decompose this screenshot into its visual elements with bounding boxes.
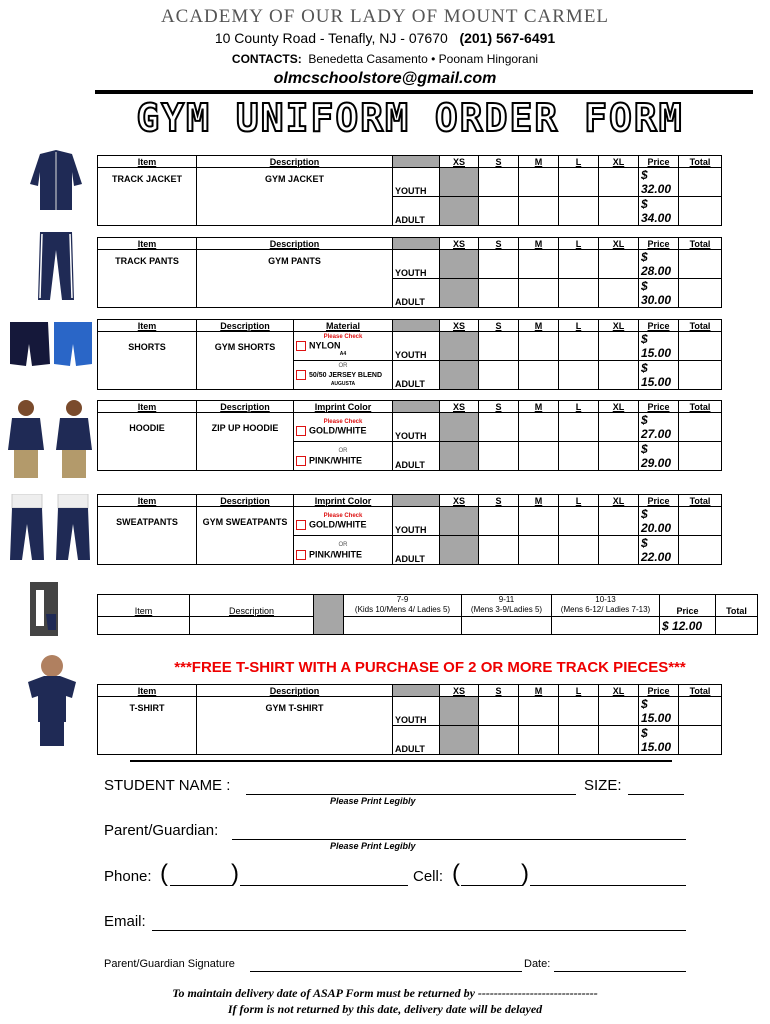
qty-youth-s[interactable]	[479, 250, 519, 279]
jacket-table	[97, 155, 758, 226]
item-description: ZIP UP HOODIE	[197, 413, 294, 471]
col-total: Total	[679, 401, 722, 413]
item-description: GYM JACKET	[197, 168, 393, 226]
col-item: Item	[98, 156, 197, 168]
qty-youth-xl[interactable]	[599, 697, 639, 726]
col-total: Total	[679, 495, 722, 507]
youth-price: $ 15.00	[639, 697, 679, 726]
qty-youth-xs[interactable]	[440, 697, 479, 726]
col-m: M	[519, 685, 559, 697]
col-xs: XS	[440, 401, 479, 413]
adult-total[interactable]	[679, 726, 722, 755]
print-legibly-hint: Please Print Legibly	[330, 796, 416, 806]
youth-total[interactable]	[679, 697, 722, 726]
size-label: SIZE:	[584, 777, 622, 794]
qty-adult-xl[interactable]	[599, 726, 639, 755]
col-description: Description	[197, 685, 393, 697]
imprint-option-1	[294, 413, 393, 442]
parent-field[interactable]	[232, 822, 686, 840]
phone-paren-open: (	[160, 860, 168, 887]
cell-area-code-field[interactable]	[461, 866, 523, 886]
header-rule	[95, 90, 753, 94]
qty-youth-xs[interactable]	[440, 413, 479, 442]
col-imprint: Imprint Color	[294, 495, 393, 507]
nylon-checkbox[interactable]	[296, 341, 306, 351]
col-description: Description	[197, 401, 294, 413]
pink-white-checkbox[interactable]	[296, 550, 306, 560]
adult-label: ADULT	[393, 197, 440, 226]
col-blank	[393, 156, 440, 168]
youth-total[interactable]	[679, 168, 722, 197]
col-item: Item	[98, 320, 197, 332]
material-option-2	[294, 361, 393, 390]
qty-adult-s[interactable]	[479, 197, 519, 226]
col-xl: XL	[599, 495, 639, 507]
jersey-checkbox[interactable]	[296, 370, 306, 380]
qty-adult-xs[interactable]	[440, 279, 479, 308]
col-price: Price	[639, 156, 679, 168]
socks-table	[97, 594, 758, 635]
adult-price: $ 15.00	[639, 726, 679, 755]
qty-youth-l[interactable]	[559, 697, 599, 726]
col-price: Price	[639, 685, 679, 697]
col-blank	[393, 320, 440, 332]
item-name: HOODIE	[98, 413, 197, 471]
col-description: Description	[197, 320, 294, 332]
sweatpants-image	[8, 494, 92, 566]
item-name: TRACK PANTS	[98, 250, 197, 308]
qty-youth-xl[interactable]	[599, 413, 639, 442]
col-price: Price	[660, 595, 716, 617]
or-text: OR	[338, 541, 348, 548]
qty-adult-l[interactable]	[559, 361, 599, 390]
opt2-label: PINK/WHITE	[309, 454, 362, 465]
col-blank	[393, 495, 440, 507]
socks-total[interactable]	[716, 617, 758, 635]
qty-adult-xl[interactable]	[599, 197, 639, 226]
col-total: Total	[679, 156, 722, 168]
col-item: Item	[98, 495, 197, 507]
col-description: Description	[190, 595, 314, 617]
col-s: S	[479, 238, 519, 250]
socks-item-cell[interactable]	[98, 617, 190, 635]
track-pants-image	[34, 230, 78, 302]
qty-adult-xs[interactable]	[440, 726, 479, 755]
item-name: SHORTS	[98, 332, 197, 390]
qty-adult-xs[interactable]	[440, 361, 479, 390]
col-total: Total	[716, 595, 758, 617]
section-divider	[130, 760, 672, 762]
col-m: M	[519, 238, 559, 250]
shorts-table	[97, 319, 758, 390]
qty-adult-xl[interactable]	[599, 442, 639, 471]
print-legibly-hint-2: Please Print Legibly	[330, 841, 416, 851]
col-total: Total	[679, 238, 722, 250]
gold-white-checkbox[interactable]	[296, 520, 306, 530]
imprint-option-2	[294, 442, 393, 471]
qty-adult-s[interactable]	[479, 442, 519, 471]
col-xs: XS	[440, 156, 479, 168]
item-name: TRACK JACKET	[98, 168, 197, 226]
qty-adult-s[interactable]	[479, 536, 519, 565]
qty-youth-s[interactable]	[479, 507, 519, 536]
contacts	[0, 52, 770, 66]
youth-label: YOUTH	[393, 697, 440, 726]
date-label: Date:	[524, 958, 551, 970]
col-total: Total	[679, 320, 722, 332]
qty-adult-xl[interactable]	[599, 279, 639, 308]
col-l: L	[559, 495, 599, 507]
size2-label: 9-11	[498, 595, 515, 604]
date-field[interactable]	[554, 958, 686, 972]
col-description: Description	[197, 238, 393, 250]
item-name: SWEATPANTS	[98, 507, 197, 565]
col-m: M	[519, 495, 559, 507]
item-description: GYM T-SHIRT	[197, 697, 393, 755]
socks-price: $ 12.00	[660, 617, 716, 635]
col-l: L	[559, 685, 599, 697]
col-xl: XL	[599, 238, 639, 250]
youth-total[interactable]	[679, 250, 722, 279]
youth-label: YOUTH	[393, 250, 440, 279]
col-price: Price	[639, 238, 679, 250]
adult-label: ADULT	[393, 279, 440, 308]
col-s: S	[479, 495, 519, 507]
qty-youth-xs[interactable]	[440, 168, 479, 197]
qty-youth-s[interactable]	[479, 332, 519, 361]
col-item: Item	[98, 595, 190, 617]
col-xl: XL	[599, 320, 639, 332]
youth-label: YOUTH	[393, 168, 440, 197]
imprint-option-1	[294, 507, 393, 536]
youth-total[interactable]	[679, 332, 722, 361]
col-m: M	[519, 401, 559, 413]
qty-adult-l[interactable]	[559, 536, 599, 565]
qty-youth-s[interactable]	[479, 413, 519, 442]
adult-price: $ 34.00	[639, 197, 679, 226]
student-name-field[interactable]	[246, 777, 576, 795]
qty-youth-m[interactable]	[519, 507, 559, 536]
youth-price: $ 27.00	[639, 413, 679, 442]
col-item: Item	[98, 401, 197, 413]
cell-paren-open: (	[452, 860, 460, 887]
col-xs: XS	[440, 320, 479, 332]
cell-number-field[interactable]	[530, 866, 686, 886]
qty-adult-m[interactable]	[519, 442, 559, 471]
sweatpants-table	[97, 494, 758, 565]
size-field[interactable]	[628, 777, 684, 795]
qty-adult-m[interactable]	[519, 726, 559, 755]
col-total: Total	[679, 685, 722, 697]
qty-youth-m[interactable]	[519, 250, 559, 279]
contacts-names: Benedetta Casamento • Poonam Hingorani	[308, 52, 539, 66]
track-jacket-image	[28, 148, 84, 212]
opt1-sub: A4	[339, 351, 347, 357]
col-blank	[393, 238, 440, 250]
qty-adult-xs[interactable]	[440, 442, 479, 471]
size2-sub: (Mens 3-9/Ladies 5)	[470, 605, 543, 614]
qty-adult-s[interactable]	[479, 361, 519, 390]
adult-total[interactable]	[679, 279, 722, 308]
youth-price: $ 20.00	[639, 507, 679, 536]
col-xl: XL	[599, 685, 639, 697]
qty-youth-l[interactable]	[559, 413, 599, 442]
gold-white-checkbox[interactable]	[296, 426, 306, 436]
cell-label: Cell:	[413, 868, 444, 885]
school-name: ACADEMY OF OUR LADY OF MOUNT CARMEL	[160, 6, 610, 27]
col-description: Description	[197, 156, 393, 168]
item-description: GYM SWEATPANTS	[197, 507, 294, 565]
pink-white-checkbox[interactable]	[296, 456, 306, 466]
col-s: S	[479, 685, 519, 697]
opt1-label: NYLON	[309, 340, 341, 351]
adult-total[interactable]	[679, 442, 722, 471]
shorts-image	[8, 318, 94, 370]
tshirt-table	[97, 684, 758, 755]
adult-total[interactable]	[679, 361, 722, 390]
qty-youth-s[interactable]	[479, 168, 519, 197]
col-imprint: Imprint Color	[294, 401, 393, 413]
socks-description-cell[interactable]	[190, 617, 314, 635]
qty-youth-m[interactable]	[519, 413, 559, 442]
qty-adult-s[interactable]	[479, 726, 519, 755]
material-option-1	[294, 332, 393, 361]
adult-price: $ 29.00	[639, 442, 679, 471]
col-m: M	[519, 320, 559, 332]
col-blank	[393, 401, 440, 413]
please-check-note: Please Check	[323, 334, 363, 340]
youth-price: $ 28.00	[639, 250, 679, 279]
youth-price: $ 32.00	[639, 168, 679, 197]
qty-youth-l[interactable]	[559, 507, 599, 536]
opt1-label: GOLD/WHITE	[309, 425, 367, 436]
student-name-label: STUDENT NAME :	[104, 777, 231, 794]
size3-label: 10-13	[595, 595, 616, 604]
phone-label: Phone:	[104, 868, 152, 885]
qty-youth-l[interactable]	[559, 332, 599, 361]
qty-adult-xl[interactable]	[599, 536, 639, 565]
qty-youth-m[interactable]	[519, 332, 559, 361]
adult-price: $ 22.00	[639, 536, 679, 565]
youth-total[interactable]	[679, 413, 722, 442]
item-name: T-SHIRT	[98, 697, 197, 755]
youth-price: $ 15.00	[639, 332, 679, 361]
adult-price: $ 15.00	[639, 361, 679, 390]
qty-youth-xl[interactable]	[599, 332, 639, 361]
qty-adult-s[interactable]	[479, 279, 519, 308]
size1-label: 7-9	[396, 595, 409, 604]
school-address	[0, 30, 770, 46]
qty-adult-m[interactable]	[519, 197, 559, 226]
col-xs: XS	[440, 495, 479, 507]
youth-label: YOUTH	[393, 332, 440, 361]
qty-size-7-9[interactable]	[344, 617, 462, 635]
qty-youth-xl[interactable]	[599, 250, 639, 279]
item-description: GYM SHORTS	[197, 332, 294, 390]
col-blank	[314, 595, 344, 635]
please-check-note: Please Check	[323, 513, 363, 519]
col-item: Item	[98, 685, 197, 697]
col-l: L	[559, 238, 599, 250]
adult-total[interactable]	[679, 536, 722, 565]
qty-youth-s[interactable]	[479, 697, 519, 726]
col-xl: XL	[599, 401, 639, 413]
col-m: M	[519, 156, 559, 168]
col-l: L	[559, 320, 599, 332]
or-text: OR	[338, 447, 348, 454]
col-s: S	[479, 320, 519, 332]
qty-adult-m[interactable]	[519, 279, 559, 308]
free-tshirt-banner: ***FREE T-SHIRT WITH A PURCHASE OF 2 OR MORE TRACK PIECES***	[174, 659, 686, 676]
form-title: GYM UNIFORM ORDER FORM	[136, 96, 684, 140]
adult-label: ADULT	[393, 361, 440, 390]
size-7-9	[344, 595, 462, 617]
qty-adult-l[interactable]	[559, 197, 599, 226]
item-description: GYM PANTS	[197, 250, 393, 308]
col-price: Price	[639, 401, 679, 413]
qty-adult-m[interactable]	[519, 361, 559, 390]
qty-size-9-11[interactable]	[462, 617, 552, 635]
youth-label: YOUTH	[393, 413, 440, 442]
pants-table	[97, 237, 758, 308]
hoodie-table	[97, 400, 758, 471]
qty-youth-xs[interactable]	[440, 250, 479, 279]
hoodie-image	[6, 398, 96, 480]
footer-return-note: To maintain delivery date of ASAP Form must be returned by ------------------------------	[172, 986, 598, 1000]
size3-sub: (Mens 6-12/ Ladies 7-13)	[560, 605, 651, 614]
or-text: OR	[338, 363, 348, 369]
footer-delay-note: If form is not returned by this date, delivery date will be delayed	[227, 1002, 543, 1016]
opt2-label: 50/50 JERSEY BLEND	[309, 371, 383, 379]
qty-adult-l[interactable]	[559, 726, 599, 755]
opt2-sub: AUGUSTA	[330, 381, 356, 387]
col-material: Material	[294, 320, 393, 332]
qty-youth-l[interactable]	[559, 250, 599, 279]
adult-price: $ 30.00	[639, 279, 679, 308]
opt1-label: GOLD/WHITE	[309, 519, 367, 530]
signature-label: Parent/Guardian Signature	[104, 958, 235, 970]
qty-adult-l[interactable]	[559, 442, 599, 471]
col-price: Price	[639, 495, 679, 507]
please-check-note: Please Check	[323, 419, 363, 425]
col-l: L	[559, 156, 599, 168]
qty-youth-xs[interactable]	[440, 332, 479, 361]
adult-total[interactable]	[679, 197, 722, 226]
address-text: 10 County Road - Tenafly, NJ - 07670	[214, 30, 448, 46]
col-item: Item	[98, 238, 197, 250]
parent-label: Parent/Guardian:	[104, 822, 219, 839]
col-xs: XS	[440, 238, 479, 250]
qty-adult-l[interactable]	[559, 279, 599, 308]
phone-text: (201) 567-6491	[459, 30, 556, 46]
col-description: Description	[197, 495, 294, 507]
opt2-label: PINK/WHITE	[309, 548, 362, 559]
youth-label: YOUTH	[393, 507, 440, 536]
qty-youth-xs[interactable]	[440, 507, 479, 536]
email-label: Email:	[104, 913, 146, 930]
phone-paren-close: )	[231, 860, 239, 887]
qty-youth-xl[interactable]	[599, 507, 639, 536]
socks-image	[28, 580, 62, 638]
qty-youth-m[interactable]	[519, 697, 559, 726]
adult-label: ADULT	[393, 536, 440, 565]
signature-field[interactable]	[250, 958, 522, 972]
qty-youth-m[interactable]	[519, 168, 559, 197]
store-email: olmcschoolstore@gmail.com	[273, 70, 497, 87]
adult-label: ADULT	[393, 726, 440, 755]
qty-adult-xs[interactable]	[440, 197, 479, 226]
contacts-label: CONTACTS:	[231, 52, 302, 66]
qty-youth-xl[interactable]	[599, 168, 639, 197]
qty-size-10-13[interactable]	[552, 617, 660, 635]
phone-area-code-field[interactable]	[170, 866, 232, 886]
youth-total[interactable]	[679, 507, 722, 536]
tshirt-image	[22, 652, 82, 748]
qty-youth-l[interactable]	[559, 168, 599, 197]
cell-paren-close: )	[521, 860, 529, 887]
phone-number-field[interactable]	[240, 866, 408, 886]
size-10-13	[552, 595, 660, 617]
col-price: Price	[639, 320, 679, 332]
size-9-11	[462, 595, 552, 617]
col-s: S	[479, 156, 519, 168]
adult-label: ADULT	[393, 442, 440, 471]
email-field[interactable]	[152, 913, 686, 931]
imprint-option-2	[294, 536, 393, 565]
col-blank	[393, 685, 440, 697]
col-l: L	[559, 401, 599, 413]
qty-adult-xl[interactable]	[599, 361, 639, 390]
qty-adult-xs[interactable]	[440, 536, 479, 565]
col-s: S	[479, 401, 519, 413]
col-xs: XS	[440, 685, 479, 697]
size1-sub: (Kids 10/Mens 4/ Ladies 5)	[354, 605, 451, 614]
qty-adult-m[interactable]	[519, 536, 559, 565]
col-xl: XL	[599, 156, 639, 168]
